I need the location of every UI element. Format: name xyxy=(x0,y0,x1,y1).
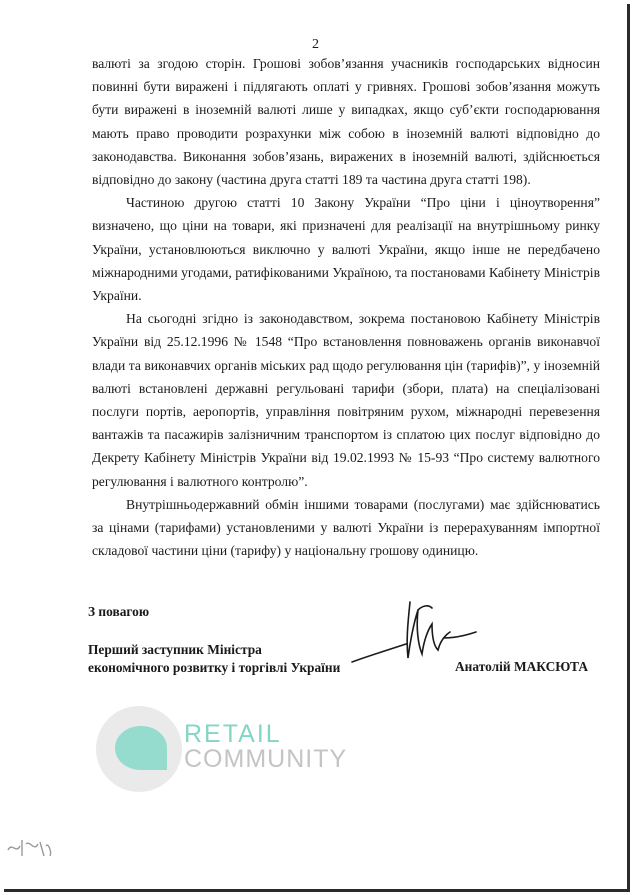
position-line-2: економічного розвитку і торгівлі України xyxy=(88,660,341,675)
position-line-1: Перший заступник Міністра xyxy=(88,642,262,657)
signer-position xyxy=(88,641,340,677)
paragraph-1: валюті за згодою сторін. Грошові зобов’язання учасників господарських відносин повинні бути виражені і підлягають оплаті у гривнях. Грошові зобов’язання можуть бути виражені в іноземній валюті лише у випадках, якщо суб’єкти господарювання мають право проводити розрахунки між собою в іноземній валюті відповідно до законодавства. Виконання зобов’язань, виражених в іноземній валюті, здійснюється відповідно до закону (частина друга статті 189 та частина друга статті 198). xyxy=(92,56,600,188)
page-number: 2 xyxy=(312,37,319,52)
registration-mark xyxy=(4,832,54,862)
watermark-word-community: COMMUNITY xyxy=(184,745,348,773)
paragraph-2: Частиною другою статті 10 Закону України “Про ціни і ціноутворення” визначено, що ціни на товари, які призначені для реалізації на внутрішньому ринку України, установлюються виключно у валюті України, якщо інше не передбачено міжнародними угодами, ратифікованими Україною, та постановами Кабінету Міністрів України. xyxy=(92,195,600,304)
chat-bubble-icon xyxy=(113,724,169,774)
paragraph-3: На сьогодні згідно із законодавством, зокрема постановою Кабінету Міністрів України від 25.12.1996 № 1548 “Про встановлення повноважень органів виконавчої влади та виконавчих органів міських рад щодо регулювання цін (тарифів)”, у іноземній валюті встановлені державні регульовані тарифи (збори, плата) на спеціалізовані послуги портів, аеропортів, управління повітряним рухом, міжнародні перевезення вантажів та пасажирів залізничним транспортом із сплатою цих послуг відповідно до Декрету Кабінету Міністрів України від 19.02.1993 № 15-93 “Про систему валютного регулювання і валютного контролю”. xyxy=(92,311,600,489)
regards-line: З повагою xyxy=(88,604,150,619)
paragraph-4: Внутрішньодержавний обмін іншими товарами (послугами) має здійснюватись за цінами (тарифами) установленими у валюті України із перерахуванням імпортної складової частини ціни (тарифу) у національну грошову одиницю. xyxy=(92,496,600,559)
body-text xyxy=(92,52,600,562)
signer-name: Анатолій МАКСЮТА xyxy=(455,659,588,674)
watermark-word-retail: RETAIL xyxy=(184,720,282,748)
